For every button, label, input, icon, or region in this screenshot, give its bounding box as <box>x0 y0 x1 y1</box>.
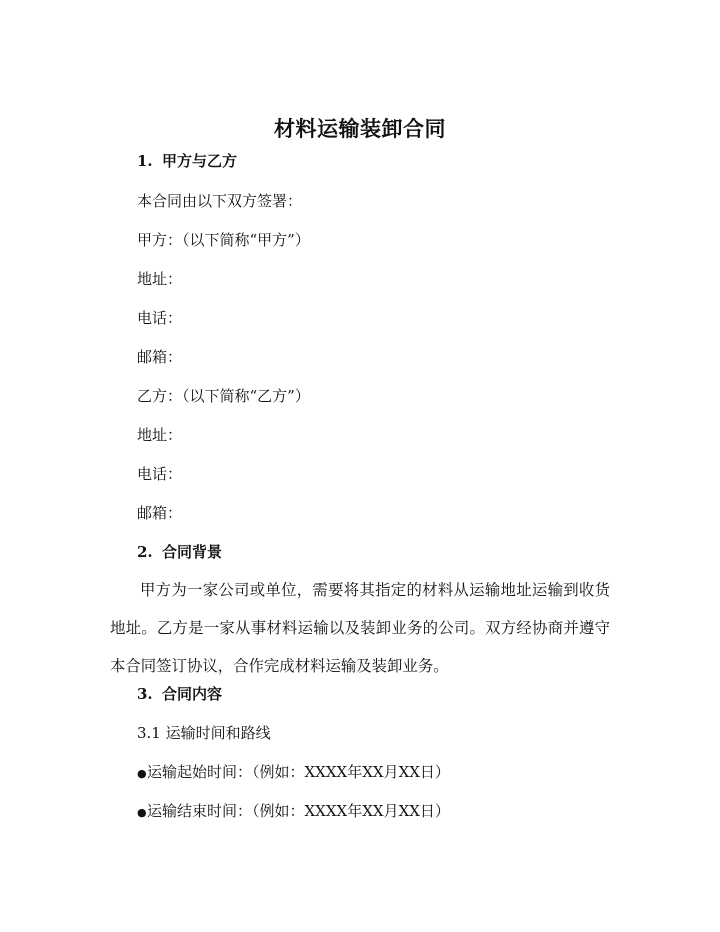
section-3-heading <box>137 683 222 704</box>
section-1-intro: 本合同由以下双方签署： <box>137 192 303 210</box>
party-a-phone: 电话： <box>137 309 183 327</box>
party-b-address: 地址： <box>137 426 183 444</box>
bullet-icon: ● <box>137 766 147 780</box>
party-b-name-line: 乙方：（以下简称“乙方”） <box>137 387 310 405</box>
list-item <box>137 800 450 821</box>
section-3-number: 3. <box>137 685 153 703</box>
section-2-title: 合同背景 <box>162 543 223 561</box>
party-a-address: 地址： <box>137 270 183 288</box>
section-3-title: 合同内容 <box>162 685 223 703</box>
section-1-heading <box>137 150 237 171</box>
list-item-text: 运输结束时间：（例如：XXXX年XX月XX日） <box>147 802 450 820</box>
section-2-heading <box>137 541 222 562</box>
subsection-3-1: 3.1 运输时间和路线 <box>137 724 271 742</box>
list-item-text: 运输起始时间：（例如：XXXX年XX月XX日） <box>147 763 450 781</box>
list-item <box>137 761 450 782</box>
party-b-email: 邮箱： <box>137 504 183 522</box>
party-a-email: 邮箱： <box>137 348 183 366</box>
section-2-number: 2. <box>137 543 153 561</box>
section-2-paragraph: 甲方为一家公司或单位，需要将其指定的材料从运输地址运输到收货地址。乙方是一家从事材料运输以及装卸业务的公司。双方经协商并遵守本合同签订协议，合作完成材料运输及装卸业务。 <box>110 581 610 675</box>
party-a-name-line: 甲方：（以下简称“甲方”） <box>137 231 310 249</box>
section-1-number: 1. <box>137 152 153 170</box>
document-title: 材料运输装卸合同 <box>274 116 446 141</box>
bullet-icon: ● <box>137 805 147 819</box>
section-1-title: 甲方与乙方 <box>162 152 238 170</box>
party-b-phone: 电话： <box>137 465 183 483</box>
